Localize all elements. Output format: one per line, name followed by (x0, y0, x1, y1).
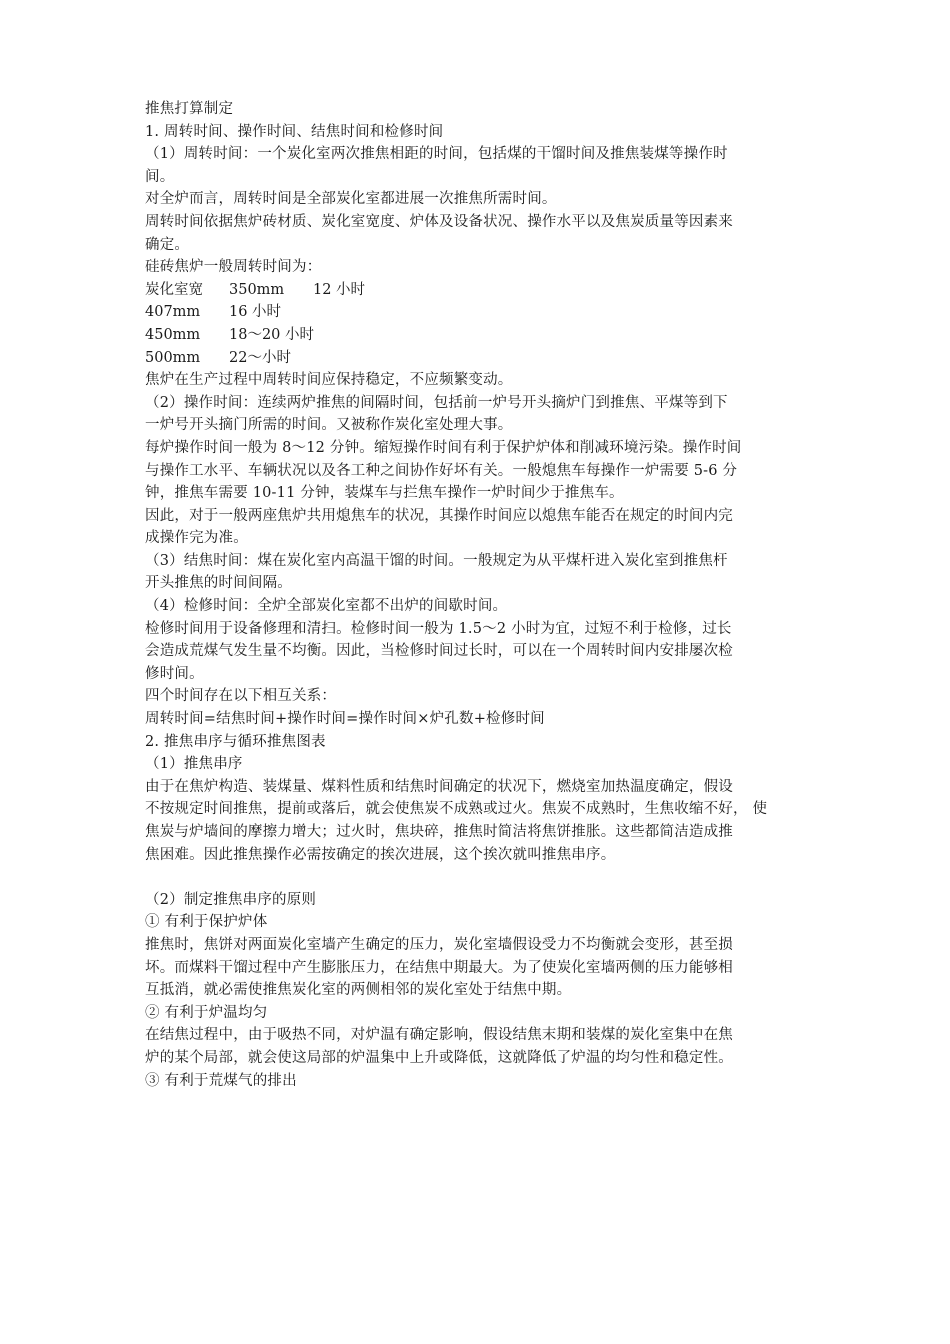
text-line: 硅砖焦炉一般周转时间为： (145, 259, 322, 276)
text-line: 一炉号开头摘门所需的时间。又被称作炭化室处理大事。 (145, 417, 513, 434)
turnover-row (145, 279, 813, 302)
text-line: ① 有利于保护炉体 (145, 914, 268, 931)
section-heading-2: 2. 推焦串序与循环推焦图表 (145, 733, 326, 750)
text-line: （3）结焦时间：煤在炭化室内高温干馏的时间。一般规定为从平煤杆进入炭化室到推焦杆 (145, 552, 728, 569)
text-line: 在结焦过程中，由于吸热不同，对炉温有确定影响，假设结焦末期和装煤的炭化室集中在焦 (145, 1027, 733, 1044)
text-line: 周转时间依据焦炉砖材质、炭化室宽度、炉体及设备状况、操作水平以及焦炭质量等因素来 (145, 213, 733, 230)
text-line: 焦困难。因此推焦操作必需按确定的挨次进展，这个挨次就叫推焦串序。 (145, 846, 616, 863)
turnover-cell: 16 小时 (229, 304, 282, 321)
text-line: 由于在焦炉构造、装煤量、煤料性质和结焦时间确定的状况下，燃烧室加热温度确定，假设 (145, 778, 733, 795)
text-line: （2）操作时间：连续两炉推焦的间隔时间，包括前一炉号开头摘炉门到推焦、平煤等到下 (145, 394, 728, 411)
turnover-row (145, 301, 813, 324)
text-line: 四个时间存在以下相互关系： (145, 688, 337, 705)
text-line: 成操作完为准。 (145, 530, 248, 547)
text-line: 间。 (145, 168, 175, 185)
turnover-cell: 450mm (145, 326, 201, 343)
turnover-cell: 407mm (145, 304, 201, 321)
doc-title: 推焦打算制定 (145, 101, 234, 117)
text-line: 焦炉在生产过程中周转时间应保持稳定，不应频繁变动。 (145, 372, 513, 389)
paragraph-spacer (145, 866, 813, 889)
text-line: 焦炭与炉墙间的摩擦力增大；过火时，焦块碎，推焦时简洁将焦饼推胀。这些都简洁造成推 (145, 824, 733, 840)
text-line: 确定。 (145, 236, 190, 253)
text-line: （4）检修时间：全炉全部炭化室都不出炉的间歇时间。 (145, 598, 508, 615)
text-line: 因此，对于一般两座焦炉共用熄焦车的状况，其操作时间应以熄焦车能否在规定的时间内完 (145, 507, 733, 524)
text-line: （2）制定推焦串序的原则 (145, 891, 317, 908)
text-line: 每炉操作时间一般为 8～12 分钟。缩短操作时间有利于保护炉体和削减环境污染。操作时间 (145, 439, 742, 456)
text-line: 不按规定时间推焦，提前或落后，就会使焦炭不成熟或过火。焦炭不成熟时，生焦收缩不好， 使 (145, 801, 768, 818)
text-line: 钟，推焦车需要 10-11 分钟，装煤车与拦焦车操作一炉时间少于推焦车。 (145, 485, 624, 502)
text-line: 修时间。 (145, 665, 204, 682)
turnover-row (145, 324, 813, 347)
turnover-row (145, 347, 813, 370)
turnover-cell: 350mm (229, 281, 285, 298)
turnover-cell: 22～小时 (229, 349, 291, 366)
text-line: 炉的某个局部，就会使这局部的炉温集中上升或降低，这就降低了炉温的均匀性和稳定性。 (145, 1049, 733, 1066)
text-line: 坏。而煤料干馏过程中产生膨胀压力，在结焦中期最大。为了使炭化室墙两侧的压力能够相 (145, 959, 733, 976)
text-line: 推焦时，焦饼对两面炭化室墙产生确定的压力，炭化室墙假设受力不均衡就会变形，甚至损 (145, 936, 733, 953)
section-heading-1: 1. 周转时间、操作时间、结焦时间和检修时间 (145, 123, 444, 140)
text-line: 互抵消，就必需使推焦炭化室的两侧相邻的炭化室处于结焦中期。 (145, 982, 572, 999)
text-line: ② 有利于炉温均匀 (145, 1004, 268, 1021)
text-line: 开头推焦的时间间隔。 (145, 575, 292, 592)
text-line: ③ 有利于荒煤气的排出 (145, 1072, 297, 1089)
text-line: 对全炉而言，周转时间是全部炭化室都进展一次推焦所需时间。 (145, 191, 557, 208)
turnover-cell: 12 小时 (313, 281, 366, 298)
turnover-cell: 18～20 小时 (229, 326, 315, 343)
text-line: （1）周转时间：一个炭化室两次推焦相距的时间，包括煤的干馏时间及推焦装煤等操作时 (145, 146, 728, 163)
turnover-cell: 炭化室宽 (145, 281, 203, 298)
turnover-cell: 500mm (145, 349, 201, 366)
text-line: 检修时间用于设备修理和清扫。检修时间一般为 1.5～2 小时为宜，过短不利于检修，过长 (145, 620, 732, 637)
formula-line: 周转时间=结焦时间+操作时间=操作时间×炉孔数+检修时间 (145, 711, 545, 728)
document-page (145, 98, 813, 1092)
text-line: 与操作工水平、车辆状况以及各工种之间协作好坏有关。一般熄焦车每操作一炉需要 5-6 分 (145, 462, 738, 479)
text-line: （1）推焦串序 (145, 756, 243, 773)
text-line: 会造成荒煤气发生量不均衡。因此，当检修时间过长时，可以在一个周转时间内安排屡次检 (145, 643, 733, 660)
